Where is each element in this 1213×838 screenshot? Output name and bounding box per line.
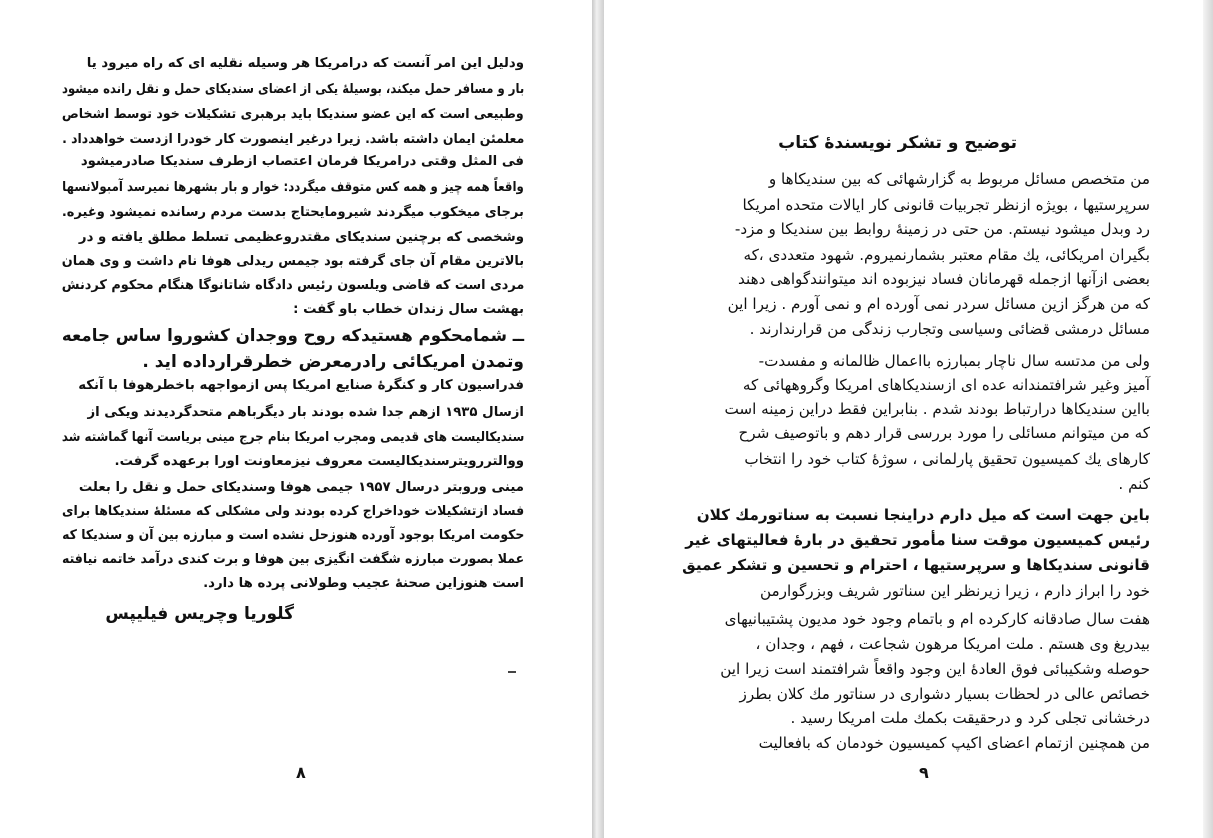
text-line: رئیس کمیسیون موقت سنا مأمور تحقیق در بارۀ فعالیتهای غیر [685,531,1150,549]
text-line: فدراسیون کار و کنگرۀ صنایع امریکا پس ازمواجهه باخطرهوفا با آنکه [78,378,524,393]
text-line: مسائل درمشی قضائی وسیاسی وتجارب زندگی من قرارندارند . [749,320,1150,338]
text-line: معلمئن ایمان داشته باشد. زیرا درغیر اینصورت کار خودرا ازدست خواهدداد . [61,132,524,147]
text-line: وطبیعی است که این عضو سندیکا باید برهبری تشکیلات خود توسط اشخاص [62,107,524,122]
section-title: توضیح و تشکر نویسندۀ کتاب [778,133,1017,153]
text-line: بااین سندیکاها درارتباط بودند شدم . بنابراین فقط دراین زمینه است [724,400,1150,418]
text-line: حکومت امریکا بوجود آورده هنوزحل نشده است و مبارزه بین آن و سندیکا که [61,528,524,543]
text-line: من همچنین ازتمام اعضای اکیپ کمیسیون خودمان که بافعالیت [758,734,1150,752]
text-line: سرپرستیها ، بویژه ازنظر تجربیات قانونی کار ایالات متحده امریکا [742,196,1150,214]
text-line: واقعاً همه چیز و همه کس متوقف میگردد: خوار و بار بشهرها نمیرسد آمبولانسها [62,180,524,195]
text-line: است هنوزاین صحنۀ عجیب وطولانی پرده ها دارد. [203,576,524,591]
text-line: مردی است که قاضی ویلسون رئیس دادگاه شاتانوگا هنگام محکوم کردنش [61,278,524,293]
text-line: ووالتررویترسندیکالیست معروف نیزمعاونت اورا برعهده گرفت. [114,454,524,469]
text-line: بعضی ازآنها ازجمله قهرمانان فساد نیزبوده اند میتوانندگواهی دهند [738,270,1150,288]
text-line: کنم . [1118,475,1150,493]
text-line: ازسال ۱۹۳۵ ازهم جدا شده بودند بار دیگرباهم متحدگردیدند ویکی از [87,405,524,420]
text-line: کارهای یك کمیسیون تحقیق پارلمانی ، سوژۀ کتاب خود را انتخاب [744,450,1150,468]
text-line: مینی وروبتر درسال ۱۹۵۷ جیمی هوفا وسندیکای حمل و نقل را بعلت [78,480,524,495]
text-line: خود را ابراز دارم ، زیرا زیرنظر این سناتور شریف وبزرگوارمن [759,582,1150,600]
left-page [0,0,592,838]
text-line: آمیز وغیر شرافتمندانه عده ای ازسندیکاهای امریکا وگروههائی که [742,376,1150,394]
text-line: سندیکالیست های قدیمی ومجرب امریکا بنام جرج مینی بریاست آنها گماشته شد [61,430,524,445]
text-line: ودلیل این امر آنست که درامریکا هر وسیله نقلیه ای که راه میرود یا [86,56,524,71]
text-line: من متخصص مسائل مربوط به گزارشهائی که بین سندیکاها و [768,170,1150,188]
text-line: هفت سال صادقانه کارکرده ام و باتمام وجود خود مدیون پشتیبانیهای [724,610,1150,628]
print-speck [508,671,516,673]
quote-line: وتمدن امریکائی رادرمعرض خطرقرارداده اید . [142,352,524,372]
text-line: وشخصی که برچنین سندیکای مقتدروعظیمی تسلط مطلق یافته و در [78,230,524,245]
text-line: حوصله وشکیبائی فوق العادۀ این وجود واقعاً شرافتمند است زیرا این [720,660,1150,678]
page-number: ۸ [296,763,306,782]
text-line: رد وبدل میشود نیستم. من حتی در زمینۀ روابط بین سندیکا و مزد- [734,220,1150,238]
book-gutter [592,0,604,838]
page-edge [1203,0,1213,838]
right-page [604,0,1213,838]
page-number: ۹ [919,763,929,782]
text-line: برجای میخکوب میگردند شیرومایحتاج بدست مردم رسانده نمیشود وغیره. [62,205,524,220]
text-line: فی المثل وقتی درامریکا فرمان اعتصاب ازطرف سندیکا صادرمیشود [80,154,524,169]
author-signature: گلوریا وچریس فیلیپس [105,604,294,624]
text-line: قانونی سندیکاها و سرپرستیها ، احترام و تحسین و تشکر عمیق [682,556,1150,574]
text-line: خصائص عالی در لحظات بسیار دشواری در سناتور مك کلان بطرز [739,685,1150,703]
text-line: فساد ازتشکیلات خوداخراج کرده بودند ولی مشکلی که مسئلۀ سندیکاها برای [61,504,524,519]
text-line: که من هرگز ازین مسائل سردر نمی آورده ام و نمی آورم . زیرا این [727,295,1150,313]
text-line: بالاترین مقام آن جای گرفته بود جیمس ریدلی هوفا نام داشت و وی همان [61,254,524,269]
text-line: بیدریغ وی هستم . ملت امریکا مرهون شجاعت ، فهم ، وجدان ، [755,635,1150,653]
quote-line: ــ شمامحکوم هستیدکه روح ووجدان کشوروا ساس جامعه [61,326,524,346]
text-line: بگیران امریکائی، یك مقام معتبر بشمارنمیروم. شهود متعددی ،که [743,246,1150,264]
text-line: باین جهت است که میل دارم دراینجا نسبت به سناتورمك کلان [696,506,1150,524]
text-line: بار و مسافر حمل میکند، بوسیلۀ یکی از اعضای سندیکای حمل و نقل رانده میشود [61,82,524,97]
text-line: ولی من مدتسه سال ناچار بمبارزه بااعمال ظالمانه و مفسدت- [758,352,1150,370]
text-line: که من میتوانم مسائلی را مورد بررسی قرار دهم و باتوصیف شرح [738,424,1150,442]
text-line: درخشانی تجلی کرد و درحقیقت بکمك ملت امریکا رسید . [790,709,1150,727]
text-line: عملا بصورت مبارزه شگفت انگیزی بین هوفا و برت کندی درآمد خاتمه نیافته [61,552,524,567]
text-line: بهشت سال زندان خطاب باو گفت : [293,302,524,317]
